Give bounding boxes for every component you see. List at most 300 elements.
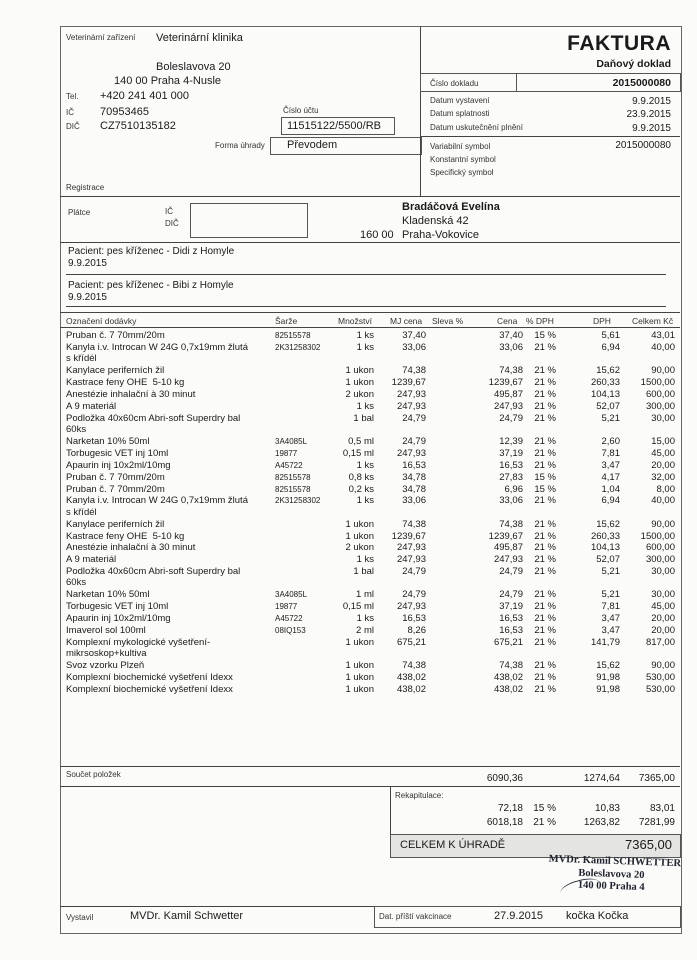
cell-price: 27,83: [499, 471, 523, 483]
cell-vat-rate: 21 %: [534, 566, 556, 578]
cell-item-name: A 9 materiál: [66, 554, 117, 566]
supplier-tel: +420 241 401 000: [100, 90, 190, 102]
cell-vat-rate: 21 %: [534, 518, 556, 530]
cell-quantity: 1 bal: [353, 412, 374, 424]
cell-total: 30,00: [651, 566, 675, 578]
supplier-account: 11515122/5500/RB: [287, 120, 381, 132]
col-batch: Šarže: [275, 316, 298, 326]
issue-date: 9.9.2015: [632, 96, 671, 107]
cell-unit-price: 74,38: [402, 518, 426, 530]
table-row: [66, 566, 678, 589]
supplier-street: Boleslavova 20: [156, 61, 231, 73]
table-row: [66, 672, 678, 683]
recap-1-vat: 10,83: [594, 803, 620, 814]
cell-total: 90,00: [651, 518, 675, 530]
doc-no: 2015000080: [612, 77, 671, 89]
table-row: [66, 637, 678, 660]
cell-unit-price: 24,79: [402, 566, 426, 578]
cell-price: 74,38: [499, 518, 523, 530]
account-label: Číslo účtu: [283, 106, 319, 115]
cell-total: 32,00: [651, 471, 675, 483]
cell-vat-rate: 21 %: [534, 637, 556, 648]
cell-item-name: Pruban č. 7 70mm/20m: [66, 483, 165, 495]
cell-quantity: 1 ks: [356, 330, 374, 341]
table-row: [66, 377, 678, 388]
cell-vat: 3,47: [601, 613, 620, 625]
cell-quantity: 0,2 ks: [348, 483, 374, 495]
cell-item-name: Apaurin inj 10x2ml/10mg: [66, 459, 171, 471]
doc-no-label: Číslo dokladu: [430, 79, 479, 88]
supplier-label: Veterinární zařízení: [66, 33, 136, 42]
cell-total: 40,00: [651, 341, 675, 353]
cell-total: 20,00: [651, 459, 675, 471]
cell-item-name: Anestézie inhalační à 30 minut: [66, 542, 196, 554]
cell-price: 6,96: [504, 483, 523, 495]
cell-price: 16,53: [499, 613, 523, 625]
table-row: [66, 342, 678, 365]
patient-rule: [66, 274, 666, 275]
cell-quantity: 1 ks: [356, 554, 374, 566]
header-divider: [420, 26, 421, 196]
var-symbol: 2015000080: [615, 140, 671, 151]
col-discount: Sleva %: [432, 316, 464, 326]
cell-item-name: Kastrace feny OHE 5-10 kg: [66, 377, 185, 388]
cell-item-name: Podložka 40x60cm Abri-soft Superdry bal 60ks: [66, 412, 241, 435]
cell-quantity: 0,15 ml: [342, 447, 374, 459]
cell-vat-rate: 21 %: [534, 400, 556, 412]
cell-price: 33,06: [499, 495, 523, 507]
cell-price: 438,02: [493, 684, 523, 695]
patient-1: Pacient: pes kříženec - Didi z Homyle: [68, 246, 235, 257]
cell-price: 16,53: [499, 625, 523, 637]
cell-total: 43,01: [651, 330, 675, 341]
cell-item-name: Narketan 10% 50ml: [66, 589, 150, 601]
cell-price: 37,19: [499, 447, 523, 459]
cell-unit-price: 438,02: [396, 684, 426, 695]
col-qty: Množství: [338, 316, 373, 326]
cell-price: 74,38: [499, 365, 523, 377]
stamp-line-3: 140 00 Praha 4: [577, 879, 645, 894]
cell-vat: 7,81: [601, 601, 620, 613]
cell-unit-price: 74,38: [402, 660, 426, 672]
recap-2-total: 7281,99: [638, 817, 675, 828]
customer-rule: [60, 242, 680, 243]
patient-rule-2: [66, 306, 666, 307]
cell-price: 12,39: [499, 435, 523, 447]
cell-price: 495,87: [493, 542, 523, 554]
table-row: [66, 460, 678, 471]
table-row: [66, 436, 678, 447]
cell-quantity: 1 bal: [353, 566, 374, 578]
customer-name: Bradáčová Evelína: [402, 201, 500, 213]
spec-label: Specifický symbol: [430, 168, 494, 177]
cell-vat-rate: 21 %: [534, 625, 556, 637]
cell-item-name: A 9 materiál: [66, 400, 117, 412]
cell-price: 16,53: [499, 459, 523, 471]
cell-price: 24,79: [499, 412, 523, 424]
cell-quantity: 1 ks: [356, 341, 374, 353]
due-date: 23.9.2015: [626, 109, 671, 120]
cell-total: 30,00: [651, 589, 675, 601]
cell-item-name: Kanyla i.v. Introcan W 24G 0,7x19mm žlutá s křídél: [66, 341, 248, 365]
recap-2-rate: 21 %: [533, 817, 556, 828]
recap-2-vat: 1263,82: [583, 817, 620, 828]
cell-vat-rate: 21 %: [534, 447, 556, 459]
cell-quantity: 1 ml: [356, 589, 374, 601]
cell-item-name: Komplexní biochemické vyšetření Idexx: [66, 672, 233, 684]
cell-vat-rate: 21 %: [534, 388, 556, 400]
cell-unit-price: 247,93: [396, 400, 426, 412]
payer-label: Plátce: [68, 208, 91, 217]
supplier-payment: Převodem: [287, 139, 338, 151]
col-unit-price: MJ cena: [390, 316, 423, 326]
next-vaccination-text: kočka Kočka: [566, 910, 629, 922]
invoice-subtitle: Daňový doklad: [596, 58, 671, 70]
cell-item-name: Narketan 10% 50ml: [66, 435, 150, 447]
cell-quantity: 1 ks: [356, 400, 374, 412]
cell-quantity: 1 ks: [356, 495, 374, 507]
cell-vat: 260,33: [590, 530, 620, 542]
cell-quantity: 0,15 ml: [342, 601, 374, 613]
recap-1-total: 83,01: [649, 803, 675, 814]
cell-vat-rate: 21 %: [534, 365, 556, 377]
cell-total: 300,00: [645, 554, 675, 566]
cell-vat: 260,33: [590, 377, 620, 388]
cell-item-name: Anestézie inhalační à 30 minut: [66, 388, 196, 400]
cell-batch: 08IQ153: [275, 626, 306, 636]
sum-total: 7365,00: [638, 773, 675, 784]
customer-ic-label: IČ: [165, 207, 173, 216]
table-row: [66, 601, 678, 612]
cell-total: 90,00: [651, 660, 675, 672]
cell-vat-rate: 21 %: [534, 459, 556, 471]
cell-price: 37,19: [499, 601, 523, 613]
cell-batch: 19877: [275, 602, 298, 612]
cell-total: 30,00: [651, 412, 675, 424]
cell-batch: 82515578: [275, 484, 311, 494]
cell-vat: 5,21: [601, 566, 620, 578]
cell-total: 15,00: [651, 435, 675, 447]
cell-quantity: 2 ukon: [345, 542, 374, 554]
cell-unit-price: 16,53: [402, 613, 426, 625]
table-row: [66, 413, 678, 436]
table-row: [66, 484, 678, 495]
cell-unit-price: 74,38: [402, 365, 426, 377]
cell-batch: 82515578: [275, 331, 311, 340]
cell-vat: 3,47: [601, 625, 620, 637]
cell-vat: 141,79: [590, 637, 620, 648]
cell-total: 530,00: [645, 672, 675, 684]
cell-vat: 5,61: [601, 330, 620, 341]
cell-vat: 5,21: [601, 589, 620, 601]
cell-vat: 52,07: [596, 400, 620, 412]
cell-item-name: Pruban č. 7 70mm/20m: [66, 471, 165, 483]
cell-quantity: 1 ks: [356, 613, 374, 625]
recap-label: Rekapitulace:: [395, 791, 444, 800]
col-item: Označení dodávky: [66, 316, 137, 326]
stamp-line-1: MVDr. Kamil SCHWETTER: [548, 853, 682, 870]
cell-quantity: 1 ks: [356, 459, 374, 471]
cell-vat: 91,98: [596, 684, 620, 695]
col-vat-rate: % DPH: [526, 316, 554, 326]
cell-quantity: 1 ukon: [345, 365, 374, 377]
customer-street: Kladenská 42: [402, 215, 469, 227]
table-row: [66, 531, 678, 542]
cell-vat: 91,98: [596, 672, 620, 684]
registration-label: Registrace: [66, 183, 105, 192]
issue-label: Datum vystavení: [430, 96, 490, 105]
var-label: Variabilní symbol: [430, 142, 491, 151]
cell-batch: 19877: [275, 448, 298, 458]
cell-item-name: Podložka 40x60cm Abri-soft Superdry bal 60ks: [66, 566, 241, 589]
cell-unit-price: 675,21: [396, 637, 426, 648]
cell-unit-price: 247,93: [396, 447, 426, 459]
table-top-rule: [60, 312, 680, 313]
cell-item-name: Pruban č. 7 70mm/20m: [66, 330, 165, 341]
cell-vat-rate: 21 %: [534, 684, 556, 695]
recap-1-base: 72,18: [497, 803, 523, 814]
cell-unit-price: 247,93: [396, 542, 426, 554]
cell-vat: 52,07: [596, 554, 620, 566]
cell-item-name: Torbugesic VET inj 10ml: [66, 447, 169, 459]
cell-unit-price: 1239,67: [391, 530, 426, 542]
sum-label: Součet položek: [66, 770, 121, 779]
cell-item-name: Apaurin inj 10x2ml/10mg: [66, 613, 171, 625]
cell-vat: 104,13: [590, 542, 620, 554]
patient-1-date: 9.9.2015: [68, 258, 107, 269]
sum-vat: 1274,64: [583, 773, 620, 784]
table-row: [66, 495, 678, 518]
table-row: [66, 448, 678, 459]
customer-zip: 160 00: [360, 229, 394, 241]
cell-unit-price: 247,93: [396, 388, 426, 400]
supplier-ic: 70953465: [100, 106, 149, 118]
dic-label: DIČ: [66, 122, 80, 131]
taxable-date: 9.9.2015: [632, 123, 671, 134]
cell-vat-rate: 21 %: [534, 554, 556, 566]
cell-vat-rate: 21 %: [534, 672, 556, 684]
cell-vat: 104,13: [590, 388, 620, 400]
cell-unit-price: 34,78: [402, 483, 426, 495]
cell-total: 600,00: [645, 542, 675, 554]
cell-item-name: Torbugesic VET inj 10ml: [66, 601, 169, 613]
next-vaccination-label: Dat. příští vakcinace: [379, 912, 452, 921]
cell-quantity: 0,8 ks: [348, 471, 374, 483]
table-row: [66, 542, 678, 553]
cell-vat: 5,21: [601, 412, 620, 424]
table-row: [66, 589, 678, 600]
cell-total: 600,00: [645, 388, 675, 400]
sum-bottom-rule: [60, 786, 680, 787]
patient-2: Pacient: pes kříženec - Bibi z Homyle: [68, 280, 234, 291]
col-vat: DPH: [593, 316, 611, 326]
cell-price: 37,40: [499, 330, 523, 341]
cell-vat: 15,62: [596, 660, 620, 672]
table-row: [66, 472, 678, 483]
cell-item-name: Imaverol sol 100ml: [66, 625, 146, 637]
cell-vat: 7,81: [601, 447, 620, 459]
amount-due-label: CELKEM K ÚHRADĚ: [400, 839, 506, 851]
cell-total: 300,00: [645, 400, 675, 412]
sum-top-rule: [60, 766, 680, 767]
cell-vat: 15,62: [596, 518, 620, 530]
table-row: [66, 660, 678, 671]
customer-dic-label: DIČ: [165, 219, 179, 228]
cell-batch: A45722: [275, 460, 303, 470]
cell-unit-price: 33,06: [402, 341, 426, 353]
cell-item-name: Kanyla i.v. Introcan W 24G 0,7x19mm žlutá s křídél: [66, 495, 248, 518]
cell-unit-price: 37,40: [402, 330, 426, 341]
invoice-title: FAKTURA: [567, 32, 671, 55]
cell-price: 247,93: [493, 400, 523, 412]
cell-total: 45,00: [651, 447, 675, 459]
cell-quantity: 1 ukon: [345, 672, 374, 684]
cell-price: 24,79: [499, 589, 523, 601]
patient-2-date: 9.9.2015: [68, 292, 107, 303]
cell-vat-rate: 21 %: [534, 495, 556, 507]
cell-vat-rate: 15 %: [534, 330, 556, 341]
cell-quantity: 2 ml: [356, 625, 374, 637]
cell-batch: A45722: [275, 614, 303, 624]
cell-vat: 3,47: [601, 459, 620, 471]
cell-price: 24,79: [499, 566, 523, 578]
cell-vat: 4,17: [601, 471, 620, 483]
cell-vat: 1,04: [601, 483, 620, 495]
cell-quantity: 0,5 ml: [348, 435, 374, 447]
cell-total: 20,00: [651, 613, 675, 625]
cell-batch: 3A4085L: [275, 590, 308, 600]
const-label: Konstantní symbol: [430, 155, 496, 164]
cell-unit-price: 8,26: [407, 625, 426, 637]
cell-vat-rate: 21 %: [534, 530, 556, 542]
cell-price: 438,02: [493, 672, 523, 684]
cell-item-name: Kastrace feny OHE 5-10 kg: [66, 530, 185, 542]
table-row: [66, 625, 678, 636]
cell-batch: 3A4085L: [275, 436, 308, 446]
cell-vat-rate: 21 %: [534, 542, 556, 554]
cell-batch: 82515578: [275, 472, 311, 482]
supplier-city: 140 00 Praha 4-Nusle: [114, 75, 222, 87]
ic-label: IČ: [66, 108, 74, 117]
cell-total: 45,00: [651, 601, 675, 613]
cell-price: 33,06: [499, 341, 523, 353]
cell-vat-rate: 21 %: [534, 341, 556, 353]
cell-vat-rate: 21 %: [534, 613, 556, 625]
cell-price: 1239,67: [488, 377, 523, 388]
cell-total: 817,00: [645, 637, 675, 648]
table-row: [66, 401, 678, 412]
cell-vat-rate: 21 %: [534, 601, 556, 613]
cell-vat-rate: 15 %: [534, 483, 556, 495]
next-vaccination-date: 27.9.2015: [494, 910, 543, 922]
table-row: [66, 330, 678, 341]
cell-vat-rate: 21 %: [534, 377, 556, 388]
tel-label: Tel.: [66, 92, 79, 101]
cell-total: 1500,00: [640, 530, 675, 542]
customer-id-box: [190, 203, 308, 238]
cell-unit-price: 34,78: [402, 471, 426, 483]
issued-by: MVDr. Kamil Schwetter: [130, 910, 244, 922]
cell-total: 1500,00: [640, 377, 675, 388]
cell-quantity: 1 ukon: [345, 660, 374, 672]
stamp-line-2: Boleslavova 20: [578, 867, 645, 882]
due-label: Datum splatnosti: [430, 109, 490, 118]
cell-vat: 2,60: [601, 435, 620, 447]
amount-due: 7365,00: [625, 837, 672, 852]
cell-quantity: 2 ukon: [345, 388, 374, 400]
cell-unit-price: 438,02: [396, 672, 426, 684]
sum-price: 6090,36: [486, 773, 523, 784]
cell-total: 90,00: [651, 365, 675, 377]
issued-by-label: Vystavil: [66, 913, 94, 922]
cell-unit-price: 24,79: [402, 412, 426, 424]
cell-price: 675,21: [493, 637, 523, 648]
table-row: [66, 519, 678, 530]
section-rule: [60, 196, 680, 197]
cell-unit-price: 24,79: [402, 435, 426, 447]
cell-vat-rate: 21 %: [534, 435, 556, 447]
cell-unit-price: 16,53: [402, 459, 426, 471]
cell-unit-price: 24,79: [402, 589, 426, 601]
clinic-stamp: [547, 854, 683, 911]
cell-total: 8,00: [656, 483, 675, 495]
table-row: [66, 389, 678, 400]
cell-unit-price: 1239,67: [391, 377, 426, 388]
cell-price: 74,38: [499, 660, 523, 672]
cell-vat: 6,94: [601, 495, 620, 507]
table-row: [66, 365, 678, 376]
cell-item-name: Kanylace periferních žil: [66, 518, 165, 530]
cell-item-name: Svoz vzorku Plzeň: [66, 660, 145, 672]
cell-item-name: Kanylace periferních žil: [66, 365, 165, 377]
col-total: Celkem Kč: [632, 316, 674, 326]
cell-vat-rate: 21 %: [534, 412, 556, 424]
table-row: [66, 554, 678, 565]
payment-label: Forma úhrady: [215, 141, 265, 150]
cell-item-name: Komplexní biochemické vyšetření Idexx: [66, 684, 233, 695]
col-price: Cena: [497, 316, 518, 326]
recap-1-rate: 15 %: [533, 803, 556, 814]
table-row: [66, 684, 678, 695]
cell-total: 40,00: [651, 495, 675, 507]
cell-unit-price: 33,06: [402, 495, 426, 507]
cell-price: 495,87: [493, 388, 523, 400]
supplier-name: Veterinární klinika: [156, 32, 243, 44]
cell-vat-rate: 15 %: [534, 471, 556, 483]
cell-batch: 2K31258302: [275, 496, 321, 506]
header-rule: [420, 136, 680, 137]
cell-unit-price: 247,93: [396, 601, 426, 613]
cell-quantity: 1 ukon: [345, 518, 374, 530]
cell-quantity: 1 ukon: [345, 377, 374, 388]
taxable-label: Datum uskutečnění plnění: [430, 123, 523, 132]
supplier-dic: CZ7510135182: [100, 120, 176, 132]
cell-vat: 15,62: [596, 365, 620, 377]
cell-total: 530,00: [645, 684, 675, 695]
cell-quantity: 1 ukon: [345, 684, 374, 695]
cell-unit-price: 247,93: [396, 554, 426, 566]
cell-item-name: Komplexní mykologické vyšetření- mikrsoskop+kultiva: [66, 637, 211, 660]
cell-total: 20,00: [651, 625, 675, 637]
customer-city: Praha-Vokovice: [402, 229, 480, 241]
recap-2-base: 6018,18: [486, 817, 523, 828]
table-row: [66, 613, 678, 624]
cell-quantity: 1 ukon: [345, 637, 374, 648]
cell-quantity: 1 ukon: [345, 530, 374, 542]
cell-price: 247,93: [493, 554, 523, 566]
table-header-rule: [60, 327, 680, 328]
cell-batch: 2K31258302: [275, 342, 321, 352]
